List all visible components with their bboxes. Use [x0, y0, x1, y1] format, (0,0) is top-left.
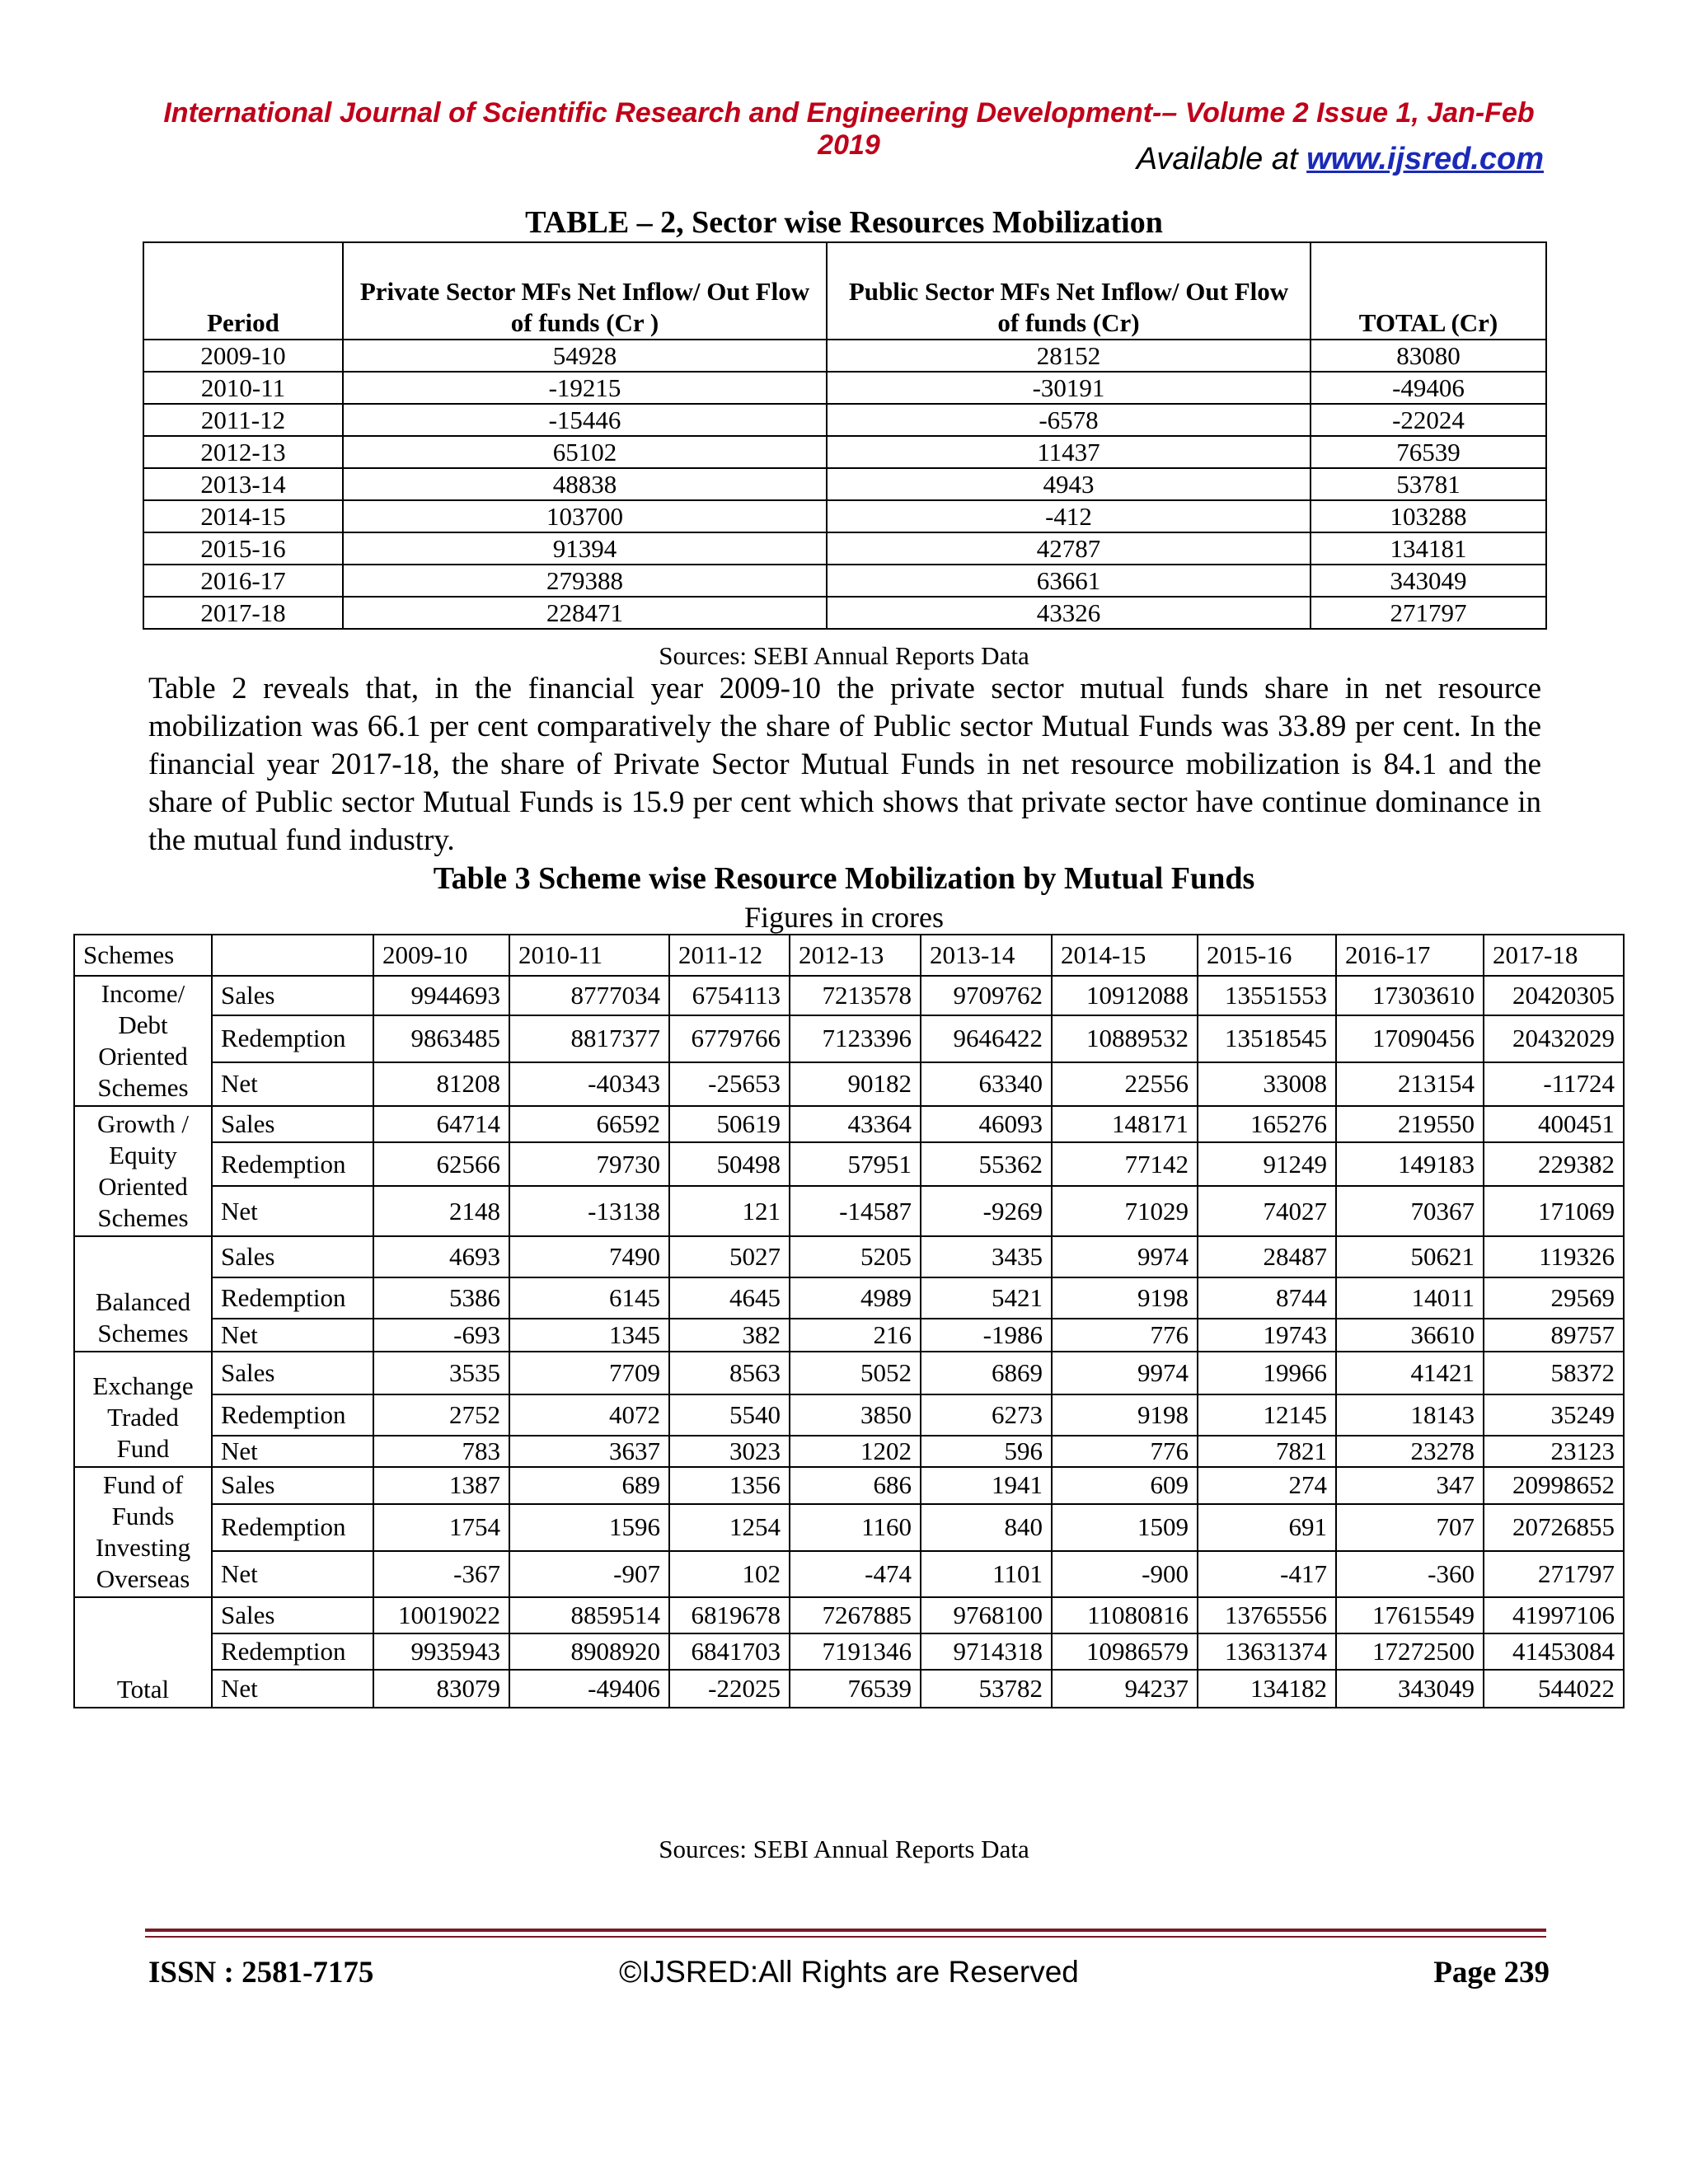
table-cell: 19966	[1198, 1352, 1336, 1394]
table-cell: 343049	[1311, 565, 1546, 597]
table-row	[74, 1633, 1624, 1670]
table-cell: 90182	[790, 1062, 921, 1106]
table-cell: 3850	[790, 1394, 921, 1436]
table-cell: 1754	[373, 1504, 509, 1552]
table-cell: 5052	[790, 1352, 921, 1394]
table-cell: 76539	[1311, 436, 1546, 468]
table-cell: 689	[509, 1467, 669, 1504]
table-row	[143, 372, 1546, 404]
table-cell: 2148	[373, 1186, 509, 1236]
table-cell: 36610	[1336, 1319, 1484, 1352]
table-cell: 776	[1052, 1319, 1198, 1352]
footer-rule-thin	[145, 1936, 1546, 1938]
table-cell: 43364	[790, 1106, 921, 1142]
table-row	[74, 1394, 1624, 1436]
table-cell: 1345	[509, 1319, 669, 1352]
table-cell: 65102	[343, 436, 827, 468]
table3-subtitle: Figures in crores	[744, 901, 944, 934]
row-label: Net	[212, 1319, 373, 1352]
table-cell: 2752	[373, 1394, 509, 1436]
table-cell: 64714	[373, 1106, 509, 1142]
table-cell: 343049	[1336, 1670, 1484, 1708]
table3-header-cell: 2015-16	[1198, 935, 1336, 976]
table-cell: 6145	[509, 1277, 669, 1319]
table-cell: 17615549	[1336, 1597, 1484, 1633]
table-cell: 1160	[790, 1504, 921, 1552]
table-cell: 544022	[1484, 1670, 1624, 1708]
table-cell: 7709	[509, 1352, 669, 1394]
table-cell: 3023	[669, 1436, 790, 1467]
table-cell: -900	[1052, 1551, 1198, 1597]
table-cell: 3535	[373, 1352, 509, 1394]
table-cell: 17272500	[1336, 1633, 1484, 1670]
table-cell: -6578	[827, 404, 1311, 436]
table-cell: 94237	[1052, 1670, 1198, 1708]
table-cell: 213154	[1336, 1062, 1484, 1106]
table-cell: 63661	[827, 565, 1311, 597]
table-cell: 43326	[827, 597, 1311, 629]
table-cell: 9768100	[921, 1597, 1052, 1633]
table-cell: 14011	[1336, 1277, 1484, 1319]
table-cell: 3637	[509, 1436, 669, 1467]
issn: ISSN : 2581-7175	[148, 1956, 374, 1990]
row-label: Net	[212, 1436, 373, 1467]
table-cell: 6869	[921, 1352, 1052, 1394]
table-cell: 229382	[1484, 1142, 1624, 1186]
table-cell: -30191	[827, 372, 1311, 404]
table-cell: 8744	[1198, 1277, 1336, 1319]
table3-header-row	[74, 935, 1624, 976]
scheme-group-label: Fund of Funds Investing Overseas	[74, 1467, 212, 1597]
table-cell: 89757	[1484, 1319, 1624, 1352]
table-cell: 48838	[343, 468, 827, 500]
table-row	[74, 1277, 1624, 1319]
table-cell: 8777034	[509, 976, 669, 1015]
table-cell: 41997106	[1484, 1597, 1624, 1633]
table-cell: 91249	[1198, 1142, 1336, 1186]
table-cell: 20998652	[1484, 1467, 1624, 1504]
table-cell: 5205	[790, 1236, 921, 1277]
table-cell: 6779766	[669, 1015, 790, 1062]
table-cell: 79730	[509, 1142, 669, 1186]
table-cell: 13551553	[1198, 976, 1336, 1015]
table-row	[143, 597, 1546, 629]
table-cell: 102	[669, 1551, 790, 1597]
table-cell: 11437	[827, 436, 1311, 468]
table-row	[74, 1319, 1624, 1352]
table-cell: 686	[790, 1467, 921, 1504]
table-cell: -22024	[1311, 404, 1546, 436]
table-cell: 134181	[1311, 532, 1546, 565]
table3-header-cell: Schemes	[74, 935, 212, 976]
table-cell: -693	[373, 1319, 509, 1352]
table-cell: 6841703	[669, 1633, 790, 1670]
row-label: Redemption	[212, 1142, 373, 1186]
table2-header-cell: Private Sector MFs Net Inflow/ Out Flow of funds (Cr )	[343, 242, 827, 340]
table3-header-cell: 2013-14	[921, 935, 1052, 976]
table-cell: 840	[921, 1504, 1052, 1552]
table-cell: 46093	[921, 1106, 1052, 1142]
table-cell: 9646422	[921, 1015, 1052, 1062]
table-cell: 71029	[1052, 1186, 1198, 1236]
table-cell: 707	[1336, 1504, 1484, 1552]
table-cell: -49406	[1311, 372, 1546, 404]
table3-header-cell: 2009-10	[373, 935, 509, 976]
table-cell: 149183	[1336, 1142, 1484, 1186]
table-row	[143, 404, 1546, 436]
table-cell: 10912088	[1052, 976, 1198, 1015]
table-cell: 53782	[921, 1670, 1052, 1708]
table-row	[143, 436, 1546, 468]
table-cell: 7490	[509, 1236, 669, 1277]
table2-header-row	[143, 242, 1546, 340]
table-cell: 2017-18	[143, 597, 343, 629]
table-cell: 400451	[1484, 1106, 1624, 1142]
table-cell: 8563	[669, 1352, 790, 1394]
table-cell: 13765556	[1198, 1597, 1336, 1633]
row-label: Net	[212, 1670, 373, 1708]
table-cell: 5540	[669, 1394, 790, 1436]
table-cell: 9974	[1052, 1352, 1198, 1394]
table-cell: 8908920	[509, 1633, 669, 1670]
table-row	[74, 1597, 1624, 1633]
table-cell: 91394	[343, 532, 827, 565]
table-cell: 1356	[669, 1467, 790, 1504]
table-cell: 148171	[1052, 1106, 1198, 1142]
table3	[73, 934, 1625, 1708]
scheme-group-label: Exchange Traded Fund	[74, 1352, 212, 1467]
table-cell: 1101	[921, 1551, 1052, 1597]
table-cell: 4989	[790, 1277, 921, 1319]
table-row	[74, 1504, 1624, 1552]
table-cell: 1509	[1052, 1504, 1198, 1552]
table-cell: 596	[921, 1436, 1052, 1467]
table-row	[143, 565, 1546, 597]
row-label: Sales	[212, 1597, 373, 1633]
table-cell: 279388	[343, 565, 827, 597]
table-cell: 50619	[669, 1106, 790, 1142]
table-cell: 11080816	[1052, 1597, 1198, 1633]
table-cell: 783	[373, 1436, 509, 1467]
row-label: Sales	[212, 1236, 373, 1277]
table-cell: 4693	[373, 1236, 509, 1277]
table-cell: 8859514	[509, 1597, 669, 1633]
table-cell: 5386	[373, 1277, 509, 1319]
table-cell: -360	[1336, 1551, 1484, 1597]
table-cell: 18143	[1336, 1394, 1484, 1436]
table3-header-cell: 2010-11	[509, 935, 669, 976]
table-cell: 4645	[669, 1277, 790, 1319]
table3-source: Sources: SEBI Annual Reports Data	[659, 1835, 1029, 1863]
table-cell: 10019022	[373, 1597, 509, 1633]
table-cell: -13138	[509, 1186, 669, 1236]
table-cell: 2015-16	[143, 532, 343, 565]
table-cell: 77142	[1052, 1142, 1198, 1186]
table-row	[74, 1106, 1624, 1142]
row-label: Net	[212, 1186, 373, 1236]
table-cell: 12145	[1198, 1394, 1336, 1436]
table-cell: -9269	[921, 1186, 1052, 1236]
table-cell: 2009-10	[143, 340, 343, 372]
table-cell: 4943	[827, 468, 1311, 500]
table-cell: 22556	[1052, 1062, 1198, 1106]
available-label: Available at	[1136, 142, 1307, 176]
row-label: Net	[212, 1062, 373, 1106]
table-cell: 119326	[1484, 1236, 1624, 1277]
table-cell: 2013-14	[143, 468, 343, 500]
table-cell: 7267885	[790, 1597, 921, 1633]
table-cell: 42787	[827, 532, 1311, 565]
table2-header-cell: TOTAL (Cr)	[1311, 242, 1546, 340]
table-cell: 171069	[1484, 1186, 1624, 1236]
table-cell: 33008	[1198, 1062, 1336, 1106]
table-cell: 219550	[1336, 1106, 1484, 1142]
table-cell: 17303610	[1336, 976, 1484, 1015]
table-row	[74, 1670, 1624, 1708]
table-cell: 35249	[1484, 1394, 1624, 1436]
footer-rule	[145, 1929, 1546, 1932]
table-cell: 41453084	[1484, 1633, 1624, 1670]
table-row	[74, 1142, 1624, 1186]
table-cell: 2012-13	[143, 436, 343, 468]
table-cell: 165276	[1198, 1106, 1336, 1142]
table-cell: 5421	[921, 1277, 1052, 1319]
table-cell: 19743	[1198, 1319, 1336, 1352]
table-row	[143, 340, 1546, 372]
table-cell: 1202	[790, 1436, 921, 1467]
table-cell: 7213578	[790, 976, 921, 1015]
table-cell: -14587	[790, 1186, 921, 1236]
table-cell: -49406	[509, 1670, 669, 1708]
table-cell: 6273	[921, 1394, 1052, 1436]
table3-header-cell: 2014-15	[1052, 935, 1198, 976]
table2-header-cell: Period	[143, 242, 343, 340]
table-cell: 74027	[1198, 1186, 1336, 1236]
row-label: Sales	[212, 1467, 373, 1504]
table-cell: -417	[1198, 1551, 1336, 1597]
table-cell: 7123396	[790, 1015, 921, 1062]
table-cell: 63340	[921, 1062, 1052, 1106]
table-cell: 274	[1198, 1467, 1336, 1504]
table-cell: 776	[1052, 1436, 1198, 1467]
table-cell: 58372	[1484, 1352, 1624, 1394]
table-cell: 271797	[1484, 1551, 1624, 1597]
table-row	[74, 1467, 1624, 1504]
journal-header: International Journal of Scientific Research and Engineering Development-– Volume 2 Issue 1, Jan-Feb 2019	[163, 97, 1535, 161]
page-number: Page 239	[1433, 1956, 1550, 1990]
table-cell: 9863485	[373, 1015, 509, 1062]
table-cell: -15446	[343, 404, 827, 436]
table-cell: 8817377	[509, 1015, 669, 1062]
table-cell: -907	[509, 1551, 669, 1597]
table-cell: 134182	[1198, 1670, 1336, 1708]
table-cell: 57951	[790, 1142, 921, 1186]
row-label: Sales	[212, 1352, 373, 1394]
row-label: Net	[212, 1551, 373, 1597]
scheme-group-label: Total	[74, 1597, 212, 1708]
row-label: Redemption	[212, 1277, 373, 1319]
table-cell: 28487	[1198, 1236, 1336, 1277]
table3-header-cell	[212, 935, 373, 976]
table2	[143, 241, 1547, 630]
table-cell: -19215	[343, 372, 827, 404]
table-cell: 1254	[669, 1504, 790, 1552]
table-cell: 228471	[343, 597, 827, 629]
table-row	[74, 1436, 1624, 1467]
table-cell: 9714318	[921, 1633, 1052, 1670]
table-cell: 13518545	[1198, 1015, 1336, 1062]
table-cell: 1596	[509, 1504, 669, 1552]
table2-title: TABLE – 2, Sector wise Resources Mobilization	[525, 205, 1163, 240]
table-cell: 50498	[669, 1142, 790, 1186]
table-cell: 83080	[1311, 340, 1546, 372]
table-cell: 103700	[343, 500, 827, 532]
table-cell: 691	[1198, 1504, 1336, 1552]
table-cell: 62566	[373, 1142, 509, 1186]
table-cell: 347	[1336, 1467, 1484, 1504]
table-cell: 5027	[669, 1236, 790, 1277]
table-cell: 9198	[1052, 1394, 1198, 1436]
table-cell: 103288	[1311, 500, 1546, 532]
table-cell: 9974	[1052, 1236, 1198, 1277]
table-cell: 10889532	[1052, 1015, 1198, 1062]
table-cell: 28152	[827, 340, 1311, 372]
table-row	[143, 468, 1546, 500]
table-cell: -412	[827, 500, 1311, 532]
scheme-group-label: Income/ Debt Oriented Schemes	[74, 976, 212, 1106]
table-cell: 609	[1052, 1467, 1198, 1504]
table-cell: 2010-11	[143, 372, 343, 404]
table-cell: 23123	[1484, 1436, 1624, 1467]
table2-header-cell: Public Sector MFs Net Inflow/ Out Flow of funds (Cr)	[827, 242, 1311, 340]
table-cell: 29569	[1484, 1277, 1624, 1319]
table-cell: 1941	[921, 1467, 1052, 1504]
table-row	[74, 1015, 1624, 1062]
table-cell: 2011-12	[143, 404, 343, 436]
row-label: Redemption	[212, 1394, 373, 1436]
table3-header-cell: 2016-17	[1336, 935, 1484, 976]
table3-title: Table 3 Scheme wise Resource Mobilization by Mutual Funds	[433, 861, 1255, 896]
table-cell: 20432029	[1484, 1015, 1624, 1062]
table-cell: -11724	[1484, 1062, 1624, 1106]
table-cell: -40343	[509, 1062, 669, 1106]
table-cell: -22025	[669, 1670, 790, 1708]
table-row	[143, 500, 1546, 532]
table-cell: 10986579	[1052, 1633, 1198, 1670]
table-cell: 4072	[509, 1394, 669, 1436]
table-cell: 9198	[1052, 1277, 1198, 1319]
table-cell: 2016-17	[143, 565, 343, 597]
table-cell: 81208	[373, 1062, 509, 1106]
table-cell: 1387	[373, 1467, 509, 1504]
table-cell: -367	[373, 1551, 509, 1597]
table-cell: 6754113	[669, 976, 790, 1015]
scheme-group-label: Balanced Schemes	[74, 1236, 212, 1352]
table-row	[74, 1352, 1624, 1394]
table-cell: 9709762	[921, 976, 1052, 1015]
table3-header-cell: 2017-18	[1484, 935, 1624, 976]
table-cell: 9944693	[373, 976, 509, 1015]
table-cell: 271797	[1311, 597, 1546, 629]
table2-source: Sources: SEBI Annual Reports Data	[659, 641, 1029, 670]
table-cell: -25653	[669, 1062, 790, 1106]
table-cell: 13631374	[1198, 1633, 1336, 1670]
table-row	[74, 1236, 1624, 1277]
table-cell: 2014-15	[143, 500, 343, 532]
table-cell: 20726855	[1484, 1504, 1624, 1552]
table-row	[143, 532, 1546, 565]
table-cell: -474	[790, 1551, 921, 1597]
table-row	[74, 976, 1624, 1015]
scheme-group-label: Growth / Equity Oriented Schemes	[74, 1106, 212, 1236]
website-link[interactable]: www.ijsred.com	[1306, 142, 1544, 176]
row-label: Sales	[212, 976, 373, 1015]
table-cell: 7821	[1198, 1436, 1336, 1467]
table-cell: 83079	[373, 1670, 509, 1708]
table-cell: 70367	[1336, 1186, 1484, 1236]
row-label: Sales	[212, 1106, 373, 1142]
table-cell: 53781	[1311, 468, 1546, 500]
table-cell: 7191346	[790, 1633, 921, 1670]
table-cell: 6819678	[669, 1597, 790, 1633]
table-row	[74, 1062, 1624, 1106]
table-cell: -1986	[921, 1319, 1052, 1352]
table-cell: 66592	[509, 1106, 669, 1142]
table-cell: 121	[669, 1186, 790, 1236]
body-paragraph: Table 2 reveals that, in the financial year 2009-10 the private sector mutual funds share in net resource mobilization was 66.1 per cent comparatively the share of Public sector Mutual Funds was 33.89 per cent. In the financial year 2017-18, the share of Private Sector Mutual Funds in net resource mobilization is 84.1 and the share of Public sector Mutual Funds is 15.9 per cent which shows that private sector have continue dominance in the mutual fund industry.	[148, 672, 1541, 857]
row-label: Redemption	[212, 1633, 373, 1670]
table-cell: 20420305	[1484, 976, 1624, 1015]
table-cell: 382	[669, 1319, 790, 1352]
table-cell: 3435	[921, 1236, 1052, 1277]
table-row	[74, 1551, 1624, 1597]
table-cell: 41421	[1336, 1352, 1484, 1394]
table3-header-cell: 2012-13	[790, 935, 921, 976]
table-cell: 17090456	[1336, 1015, 1484, 1062]
row-label: Redemption	[212, 1015, 373, 1062]
table-cell: 55362	[921, 1142, 1052, 1186]
table-cell: 9935943	[373, 1633, 509, 1670]
table-row	[74, 1186, 1624, 1236]
table-cell: 216	[790, 1319, 921, 1352]
copyright: ©IJSRED:All Rights are Reserved	[619, 1955, 1079, 1989]
table-cell: 76539	[790, 1670, 921, 1708]
table-cell: 50621	[1336, 1236, 1484, 1277]
table-cell: 54928	[343, 340, 827, 372]
availability-line	[1137, 142, 1544, 177]
table3-header-cell: 2011-12	[669, 935, 790, 976]
row-label: Redemption	[212, 1504, 373, 1552]
table-cell: 23278	[1336, 1436, 1484, 1467]
